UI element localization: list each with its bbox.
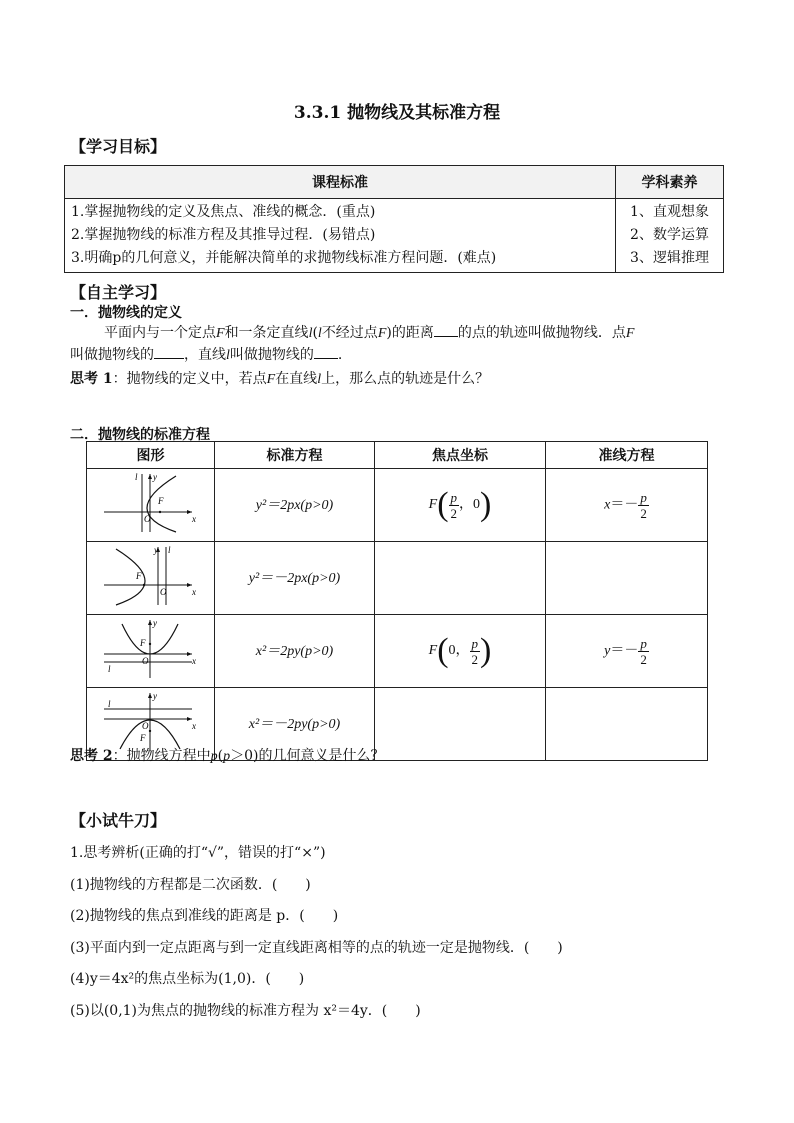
svg-text:y: y bbox=[152, 472, 157, 482]
standard-item: 1.掌握抛物线的定义及焦点、准线的概念．(重点) bbox=[71, 204, 376, 220]
svg-text:l: l bbox=[134, 472, 138, 482]
svg-text:F: F bbox=[139, 733, 145, 743]
blank bbox=[154, 344, 184, 359]
focus-cell: F(0， $\frac{p}{2}$ ) bbox=[375, 615, 546, 688]
definition-line-2: 叫做抛物线的 ，直线l叫做抛物线的 . bbox=[70, 344, 342, 367]
directrix-cell: x＝－ $\frac{p}{2}$ bbox=[546, 469, 708, 542]
equation-cell: x²＝－2py(p>0) bbox=[215, 688, 375, 761]
directrix-cell: y＝－ $\frac{p}{2}$ bbox=[546, 615, 708, 688]
focus-cell: F( $\frac{p}{2}$ ，0) bbox=[375, 469, 546, 542]
table-row bbox=[87, 469, 708, 542]
practice-item: (5)以(0,1)为焦点的抛物线的标准方程为 x²＝4y．( ) bbox=[70, 1003, 421, 1019]
col-figure: 图形 bbox=[87, 442, 215, 469]
standards-cell bbox=[65, 199, 616, 273]
practice-intro: 1.思考辨析(正确的打“√”，错误的打“×”) bbox=[70, 845, 326, 861]
svg-text:y: y bbox=[153, 545, 158, 555]
self-study-heading: 【自主学习】 bbox=[70, 283, 167, 302]
svg-text:O: O bbox=[141, 656, 148, 666]
parabola-up-graph bbox=[96, 616, 206, 682]
svg-text:F: F bbox=[157, 496, 163, 506]
svg-text:l: l bbox=[107, 699, 111, 709]
svg-text:l: l bbox=[167, 545, 171, 555]
col-focus: 焦点坐标 bbox=[375, 442, 546, 469]
svg-text:F: F bbox=[139, 638, 145, 648]
equation-cell: x²＝2py(p>0) bbox=[215, 615, 375, 688]
svg-text:F: F bbox=[135, 571, 141, 581]
svg-text:x: x bbox=[191, 721, 196, 731]
svg-text:O: O bbox=[159, 587, 166, 597]
figure-cell bbox=[87, 615, 215, 688]
table-row bbox=[87, 615, 708, 688]
literacy-item: 1、直观想象 bbox=[630, 204, 709, 220]
col-directrix: 准线方程 bbox=[546, 442, 708, 469]
svg-text:y: y bbox=[152, 618, 157, 628]
directrix-cell bbox=[546, 688, 708, 761]
svg-text:y: y bbox=[152, 691, 157, 701]
parabola-right-graph bbox=[96, 470, 206, 536]
directrix-cell bbox=[546, 542, 708, 615]
practice-heading: 【小试牛刀】 bbox=[70, 811, 167, 830]
literacy-cell bbox=[616, 199, 724, 273]
standard-eq-title: 二．抛物线的标准方程 bbox=[70, 427, 210, 443]
goals-col-literacy: 学科素养 bbox=[616, 166, 724, 199]
focus-cell bbox=[375, 542, 546, 615]
standard-item: 3.明确p的几何意义，并能解决简单的求抛物线标准方程问题．(难点) bbox=[71, 250, 497, 266]
goals-col-standards: 课程标准 bbox=[65, 166, 616, 199]
equation-cell: y²＝2px(p>0) bbox=[215, 469, 375, 542]
blank bbox=[434, 322, 458, 337]
practice-item: (1)抛物线的方程都是二次函数．( ) bbox=[70, 877, 311, 893]
svg-text:l: l bbox=[107, 664, 111, 674]
svg-text:O: O bbox=[141, 721, 148, 731]
figure-cell bbox=[87, 542, 215, 615]
svg-text:x: x bbox=[191, 514, 196, 524]
page-title: 3.3.1 抛物线及其标准方程 bbox=[293, 103, 501, 123]
practice-item: (2)抛物线的焦点到准线的距离是 p．( ) bbox=[70, 908, 339, 924]
figure-cell bbox=[87, 469, 215, 542]
standard-equation-table bbox=[86, 441, 708, 761]
blank bbox=[314, 344, 338, 359]
definition-title: 一．抛物线的定义 bbox=[70, 305, 182, 321]
standard-item: 2.掌握抛物线的标准方程及其推导过程．(易错点) bbox=[71, 227, 376, 243]
literacy-item: 3、逻辑推理 bbox=[630, 250, 709, 266]
learning-goals-heading: 【学习目标】 bbox=[70, 137, 167, 156]
parabola-left-graph bbox=[96, 543, 206, 609]
equation-cell: y²＝－2px(p>0) bbox=[215, 542, 375, 615]
col-equation: 标准方程 bbox=[215, 442, 375, 469]
literacy-item: 2、数学运算 bbox=[630, 227, 709, 243]
svg-text:x: x bbox=[191, 656, 196, 666]
think-2: 思考 2：抛物线方程中p(p＞0)的几何意义是什么？ bbox=[70, 748, 385, 764]
table-row bbox=[87, 542, 708, 615]
learning-goals-table bbox=[64, 165, 724, 273]
definition-line-1: 平面内与一个定点F和一条定直线l(l不经过点F)的距离 的点的轨迹叫做抛物线．点F bbox=[104, 322, 634, 345]
svg-text:x: x bbox=[191, 587, 196, 597]
practice-item: (4)y＝4x²的焦点坐标为(1,0)．( ) bbox=[70, 971, 305, 987]
practice-item: (3)平面内到一定点距离与到一定直线距离相等的点的轨迹一定是抛物线．( ) bbox=[70, 940, 563, 956]
svg-text:O: O bbox=[143, 514, 150, 524]
focus-cell bbox=[375, 688, 546, 761]
think-1: 思考 1：抛物线的定义中，若点F在直线l上，那么点的轨迹是什么？ bbox=[70, 371, 490, 387]
